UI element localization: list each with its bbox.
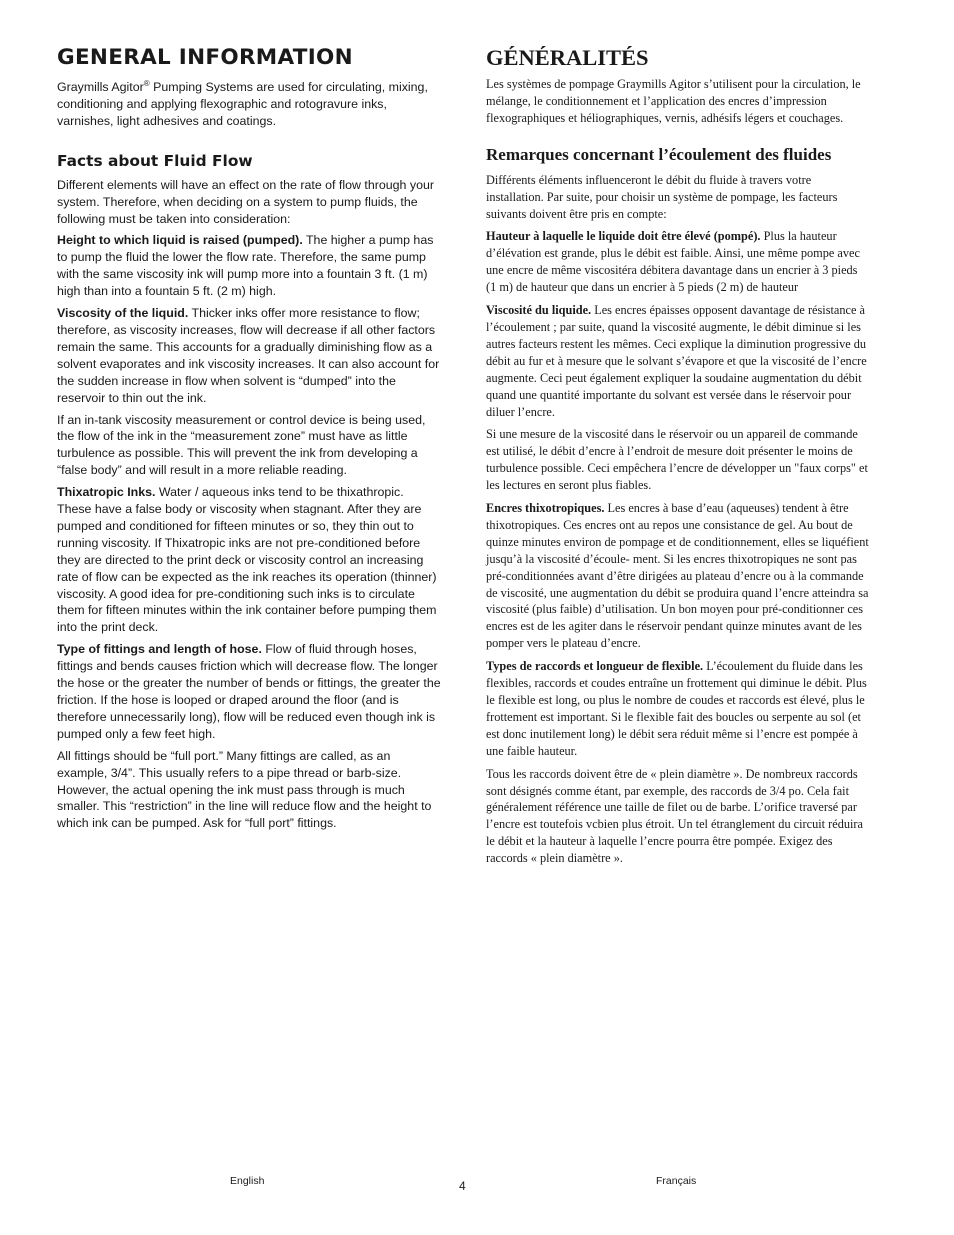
french-paragraph-1: Différents éléments influenceront le débit du fluide à travers votre installation. Par suite, pour choisir un système de pompage, les facteurs suivants doivent être pris en compte: bbox=[486, 172, 838, 221]
page-number: 4 bbox=[459, 1179, 466, 1193]
french-thixotropic-body: Les encres à base d’eau (aqueuses) tendent à être thixotropiques. Ces encres ont au repos une consistance de gel. Au bout de quinze minutes environ de pompage et de conditionnement, elles se liquéfient jusqu’à la viscosité d’écoule- ment. Si les encres thixotropiques ne sont pas pré-conditionnées avant d’être dirigées au plateau d’encre ou à la commande de viscosité, une augmentation du débit se produira quand l’encre atteindra sa viscosité (plus faible) d’utilisation. Un bon moyen pour pré-conditionner ces encres est de les agiter dans le réservoir pendant quinze minutes avant de les pomper vers le plateau d’encre. bbox=[486, 501, 869, 651]
english-fittings-body: Flow of fluid through hoses, fittings and bends causes friction which will decrease flow. The longer the hose or the greater the number of bends or fittings, the greater the friction. If the hose is looped or draped around the floor (and is therefore unnecessarily long), flow will be reduced even though ink is pumped only a few feet high. bbox=[57, 642, 441, 741]
english-height-body: The higher a pump has to pump the fluid the lower the flow rate. Therefore, the same pump with the same viscosity ink will pump more into a fountain 3 ft. (1 m) high than into a fountain 5 ft. (2 m) high. bbox=[57, 233, 434, 299]
english-height-lead: Height to which liquid is raised (pumped). bbox=[57, 233, 303, 248]
english-fittings-lead: Type of fittings and length of hose. bbox=[57, 642, 262, 657]
english-viscosity-lead: Viscosity of the liquid. bbox=[57, 306, 189, 321]
french-viscosity-body: Les encres épaisses opposent davantage de résistance à l’écoulement ; par suite, quand la viscosité augmente, le débit diminue si les autres facteurs restent les mêmes. Ceci explique la diminution progressive du débit au fur et à mesure que le solvant s’évapore et que la viscosité de l’encre augmente. Ceci peut également expliquer la soudaine augmentation du débit quand une quantité importante du solvant est versée dans le réservoir pour diluer l’encre. bbox=[486, 303, 867, 419]
french-paragraph-viscosity bbox=[486, 302, 869, 420]
french-paragraph-height bbox=[486, 228, 869, 296]
english-paragraph-thixatropic bbox=[57, 484, 441, 636]
english-title: GENERAL INFORMATION bbox=[57, 45, 353, 70]
footer-french-label: Français bbox=[656, 1175, 697, 1187]
french-thixotropic-lead: Encres thixotropiques. bbox=[486, 501, 605, 516]
english-column bbox=[57, 44, 441, 837]
french-fittings-body: L’écoulement du fluide dans les flexibles, raccords et coudes entraîne un frottement qui diminue le débit. Plus le flexible est long, ou plus le nombre de coudes et raccords est élevé, plus le frottement est important. Si le flexible fait des boucles ou serpente au sol (et est donc inutilement long) le débit sera réduit même si l’encre est pompée à une faible hauteur. bbox=[486, 659, 867, 758]
english-intro-rest: Pumping Systems are used for circulating, mixing, conditioning and applying flexographic and rotogravure inks, varnishes, light adhesives and coatings. bbox=[57, 80, 428, 128]
french-viscosity-lead: Viscosité du liquide. bbox=[486, 303, 592, 318]
french-paragraph-measurement: Si une mesure de la viscosité dans le réservoir ou un appareil de commande est utilisé, le débit d’encre à l’endroit de mesure doit présenter le moins de turbulence possible. Ceci empêchera l’encre de développer un "faux corps" et les lectures en seront plus fiables. bbox=[486, 427, 868, 493]
french-column bbox=[486, 44, 869, 873]
registered-mark: ® bbox=[143, 79, 150, 88]
english-paragraph-full-port: All fittings should be “full port.” Many fittings are called, as an example, 3/4”. This usually refers to a pipe thread or barb-size. However, the actual opening the ink must pass through is much smaller. This “restriction” in the line will reduce flow and the height to which ink can be pumped. Ask for “full port” fittings. bbox=[57, 748, 432, 831]
french-height-body: Plus la hauteur d’élévation est grande, plus le débit est faible. Ainsi, une même pompe avec une encre de même viscositéra débitera davantage dans un encrier à 3 pieds (1 m) de hauteur que dans un encrier à 5 pieds (2 m) de hauteur bbox=[486, 229, 860, 295]
english-paragraph-1: Different elements will have an effect on the rate of flow through your system. Therefore, when deciding on a system to pump fluids, the following must be taken into consideration: bbox=[57, 177, 434, 226]
french-title: GÉNÉRALITÉS bbox=[486, 45, 649, 70]
french-paragraph-fittings bbox=[486, 658, 869, 759]
english-thixatropic-body: Water / aqueous inks tend to be thixathropic. These have a false body or viscosity when stagnant. After they are pumped and conditioned for fifteen minutes or so, they thin out to running viscosity. If Thixatropic inks are not pre-conditioned before they are directed to the print deck or viscosity control an increasing rate of flow can be expected as the ink reaches its operation (thinner) viscosity. A good idea for pre-conditioning such inks is to circulate them for fifteen minutes within the ink container before pumping them into the print deck. bbox=[57, 485, 437, 635]
english-viscosity-body: Thicker inks offer more resistance to flow; therefore, as viscosity increases, flow will decrease if all other factors remain the same. This accounts for a gradually diminishing flow as a solvent evaporates and ink viscosity increases. It can also account for the sudden increase in flow when solvent is “dumped” into the reservoir to thin out the ink. bbox=[57, 306, 440, 405]
footer-english-label: English bbox=[230, 1175, 265, 1187]
french-fittings-lead: Types de raccords et longueur de flexible. bbox=[486, 659, 704, 674]
english-intro bbox=[57, 79, 441, 130]
english-paragraph-height bbox=[57, 232, 441, 300]
french-subtitle: Remarques concernant l’écoulement des fluides bbox=[486, 144, 832, 164]
english-intro-start: Graymills Agitor bbox=[57, 80, 144, 94]
french-paragraph-thixotropic bbox=[486, 500, 869, 652]
french-height-lead: Hauteur à laquelle le liquide doit être élevé (pompé). bbox=[486, 229, 761, 244]
english-paragraph-measurement: If an in-tank viscosity measurement or control device is being used, the flow of the ink in the “measurement zone” must have as little turbulence as possible. This will prevent the ink from developing a “false body” and will result in a more reliable reading. bbox=[57, 412, 426, 478]
english-subtitle: Facts about Fluid Flow bbox=[57, 151, 253, 170]
french-paragraph-full-port: Tous les raccords doivent être de « plein diamètre ». De nombreux raccords sont désignés comme étant, par exemple, des raccords de 3/4 po. Cela fait généralement référence une taille de filet ou de barbe. L’orifice traversé par l’encre est toutefois vcbien plus étroit. Un tel étranglement du circuit réduira le débit et la hauteur à laquelle l’encre pourra être pompée. Exigez des raccords « plein diamètre ». bbox=[486, 766, 863, 866]
french-intro: Les systèmes de pompage Graymills Agitor s’utilisent pour la circulation, le mélange, le conditionnement et l’application des encres d’impression flexographiques et héliographiques, vernis, adhésifs légers et couchages. bbox=[486, 77, 861, 125]
english-paragraph-fittings bbox=[57, 641, 441, 742]
english-paragraph-viscosity bbox=[57, 305, 441, 406]
english-thixatropic-lead: Thixatropic Inks. bbox=[57, 485, 156, 500]
